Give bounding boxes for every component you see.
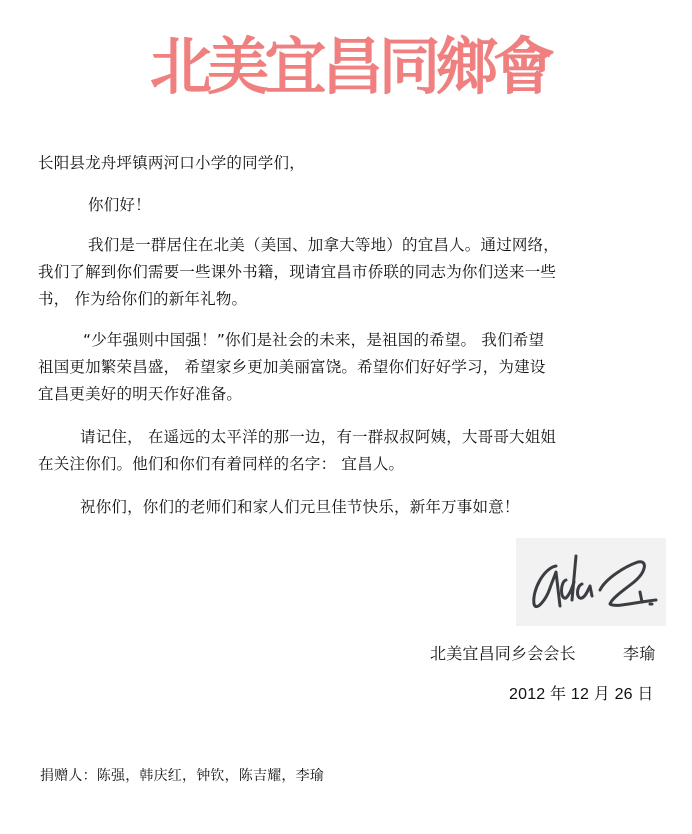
calligraphy-logo-icon	[150, 6, 560, 131]
signer-title: 北美宜昌同乡会会长	[430, 646, 576, 663]
signer-name: 李瑜	[623, 646, 656, 663]
paragraph-1-line-2: 我们了解到你们需要一些课外书籍，现请宜昌市侨联的同志为你们送来一些	[38, 263, 557, 281]
salutation: 长阳县龙舟坪镇两河口小学的同学们，	[38, 154, 305, 172]
signature-image	[516, 538, 666, 626]
paragraph-4-line-1: 祝你们，你们的老师们和家人们元旦佳节快乐，新年万事如意！	[80, 498, 520, 516]
paragraph-2-line-1: “少年强则中国强！”你们是社会的未来，是祖国的希望。 我们希望	[83, 331, 545, 349]
association-logo	[150, 6, 560, 131]
paragraph-1-line-3: 书， 作为给你们的新年礼物。	[38, 290, 248, 308]
svg-text:北美宜昌同鄉會: 北美宜昌同鄉會	[150, 30, 555, 103]
greeting: 你们好！	[88, 196, 151, 214]
signature-icon	[516, 538, 666, 626]
paragraph-1-line-1: 我们是一群居住在北美（美国、加拿大等地）的宜昌人。通过网络，	[88, 236, 560, 254]
paragraph-3-line-2: 在关注你们。他们和你们有着同样的名字： 宜昌人。	[38, 455, 405, 473]
paragraph-2-line-2: 祖国更加繁荣昌盛， 希望家乡更加美丽富饶。希望你们好好学习，为建设	[38, 358, 546, 376]
letter-date: 2012 年 12 月 26 日	[509, 686, 654, 703]
donors-list: 捐赠人：陈强，韩庆红，钟钦，陈吉耀，李瑜	[40, 768, 324, 784]
paragraph-3-line-1: 请记住， 在遥远的太平洋的那一边，有一群叔叔阿姨，大哥哥大姐姐	[80, 428, 557, 446]
paragraph-2-line-3: 宜昌更美好的明天作好准备。	[38, 385, 243, 403]
